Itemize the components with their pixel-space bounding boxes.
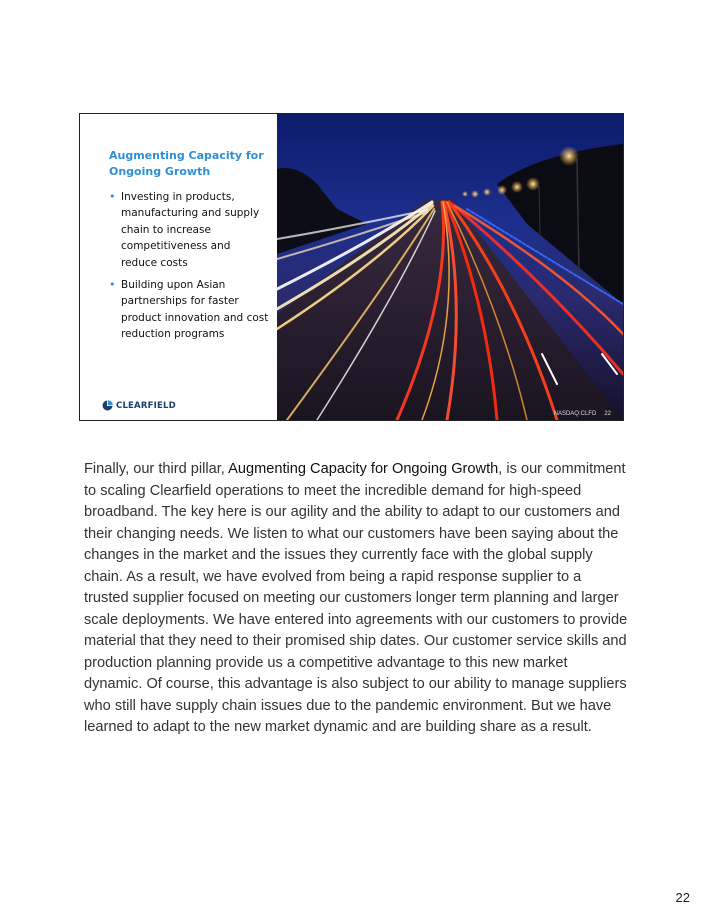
footer-slide-number: 22 <box>604 411 611 417</box>
slide-bullet: • Building upon Asian partnerships for faster product innovation and cost reduction programs <box>109 278 269 341</box>
slide-thumbnail <box>79 113 624 421</box>
bullet-icon: • <box>109 278 116 292</box>
footer-ticker: NASDAQ:CLFD <box>553 411 597 417</box>
logo-text: CLEARFIELD <box>116 400 176 411</box>
slide-text-panel <box>80 114 277 420</box>
page-number: 22 <box>675 890 690 905</box>
bullet-icon: • <box>109 190 116 203</box>
slide-title: Augmenting Capacity for Ongoing Growth <box>109 149 264 178</box>
speaker-notes-paragraph: Finally, our third pillar, Augmenting Capacity for Ongoing Growth, is our commitment to scaling Clearfield operations to meet the incredible demand for high-speed broadband. The key here is our agility and the ability to adapt to our customers and their changing needs. We listen to what our customers have been saying about the changes in the market and the issues they currently face with the global supply chain. As a result, we have evolved from being a rapid response supplier to a trusted supplier focused on meeting our customers longer term planning and larger scale deployments. We have entered into agreements with our customers to provide material that they need to their promised ship dates. Our customer service skills and production planning provide us a competitive advantage to this new market dynamic. Of course, this advantage is also subject to our ability to manage suppliers who still have supply chain issues due to the pandemic environment. But we have learned to adapt to the new market dynamic and are building share as a result. <box>84 461 628 735</box>
clearfield-logo-icon <box>101 400 113 411</box>
slide-bullet-list <box>109 189 269 349</box>
clearfield-logo <box>101 400 176 411</box>
slide-footer <box>554 411 611 417</box>
highway-light-trails-photo <box>277 114 623 420</box>
pillar-highlight: Augmenting Capacity for Ongoing Growth <box>228 461 499 477</box>
slide-bullet: • Investing in products, manufacturing and supply chain to increase competitiveness and reduce costs <box>109 190 260 269</box>
